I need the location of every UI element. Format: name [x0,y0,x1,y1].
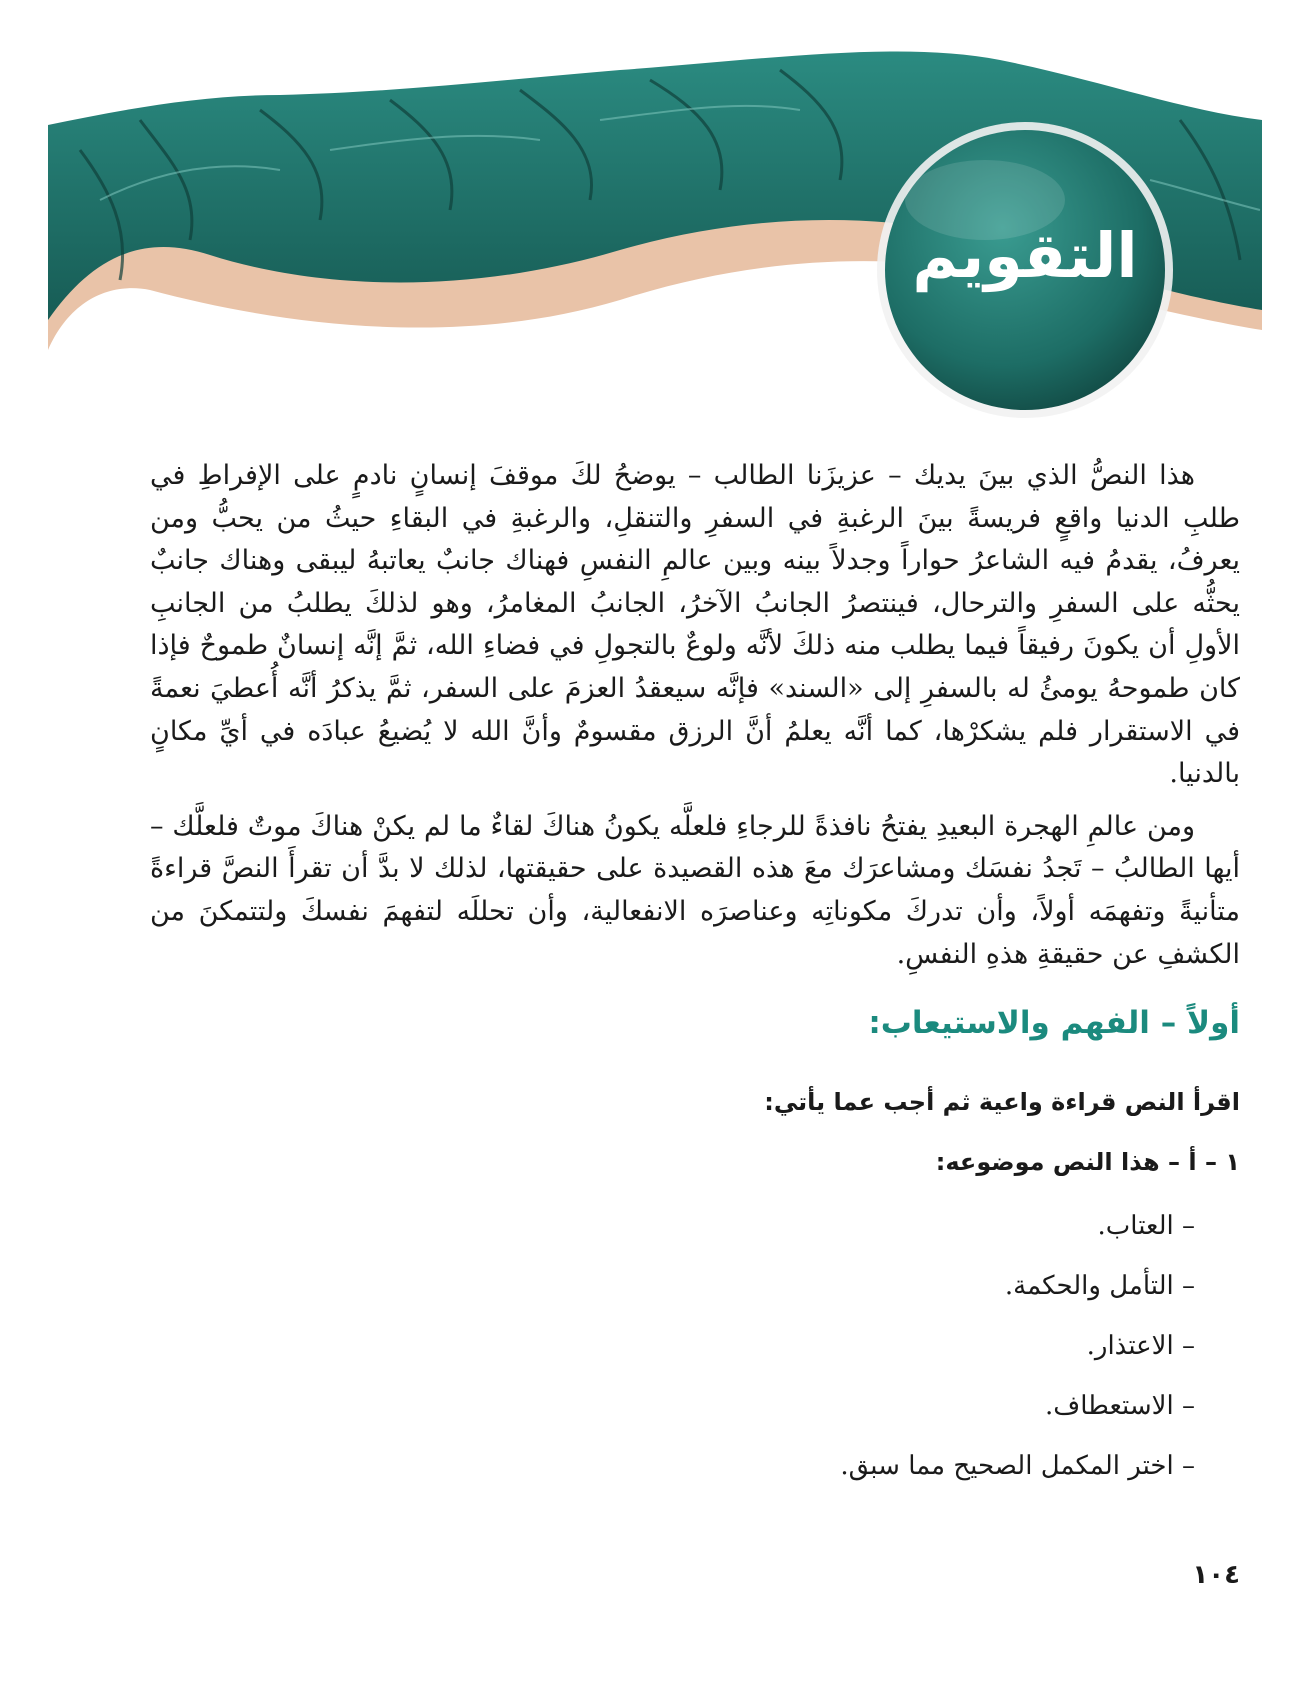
instruction-text: اقرأ النص قراءة واعية ثم أجب عما يأتي: [764,1088,1240,1117]
intro-paragraph-2: ومن عالمِ الهجرة البعيدِ يفتحُ نافذةً للرجاءِ فلعلَّه يكونُ هناكَ لقاءٌ ما لم يكنْ هناكَ موتٌ فلعلَّك – أيها الطالبُ – تَجدُ نفسَك ومشاعرَك معَ هذه القصيدة على حقيقتها، لذلك لا بدَّ أن تقرأَ النصَّ قراءةً متأنيةً وتفهمَه أولاً، وأن تدركَ مكوناتِه وعناصرَه الانفعالية، وأن تحللَه لتفهمَ نفسكَ ولتتمكنَ من الكشفِ عن حقيقةِ هذهِ النفسِ. [150,810,1240,970]
option-item: – الاعتذار. [1086,1331,1195,1362]
wave-graphic [0,0,1309,420]
main-content [150,455,1240,1496]
question-1a: ١ – أ – هذا النص موضوعه: [935,1148,1240,1177]
page-title: التقويم [912,219,1138,292]
answer-options [150,1196,1240,1496]
option-item: – العتاب. [1097,1211,1195,1242]
intro-paragraph-1: هذا النصُّ الذي بينَ يديك – عزيزَنا الطالب – يوضحُ لكَ موقفَ إنسانٍ نادمٍ على الإفراطِ في طلبِ الدنيا واقعٍ فريسةً بينَ الرغبةِ في السفرِ والتنقلِ، والرغبةِ في البقاءِ حيثُ من يحبُّ ومن يعرفُ، يقدمُ فيه الشاعرُ حواراً وجدلاً بينه وبين عالمِ النفسِ فهناك جانبٌ يعاتبهُ ليبقى وهناك جانبٌ يحثُّه على السفرِ والترحال، فينتصرُ الجانبُ الآخرُ، الجانبُ المغامرُ، وهو لذلكَ يطلبُ من الجانبِ الأولِ أن يكونَ رفيقاً فيما يطلب منه ذلكَ لأنَّه ولوعٌ بالتجولِ في فضاءِ الله، ثمَّ إنَّه إنسانٌ طموحٌ فإذا كان طموحهُ يومئُ له بالسفرِ إلى «السند» فإنَّه سيعقدُ العزمَ على السفر، ثمَّ يذكرُ أنَّه أُعطيَ نعمةً في الاستقرار فلم يشكرْها، كما أنَّه يعلمُ أنَّ الرزق مقسومٌ وأنَّ الله لا يُضيعُ عبادَه في أيِّ مكانٍ بالدنيا. [150,460,1240,790]
page-number: ١٠٤ [1192,1560,1240,1590]
option-item: – الاستعطاف. [1045,1391,1195,1422]
option-item: – التأمل والحكمة. [1004,1271,1195,1302]
decorative-banner [0,0,1309,420]
option-item: – اختر المكمل الصحيح مما سبق. [840,1451,1195,1482]
section-heading: أولاً – الفهم والاستيعاب: [868,1005,1240,1042]
